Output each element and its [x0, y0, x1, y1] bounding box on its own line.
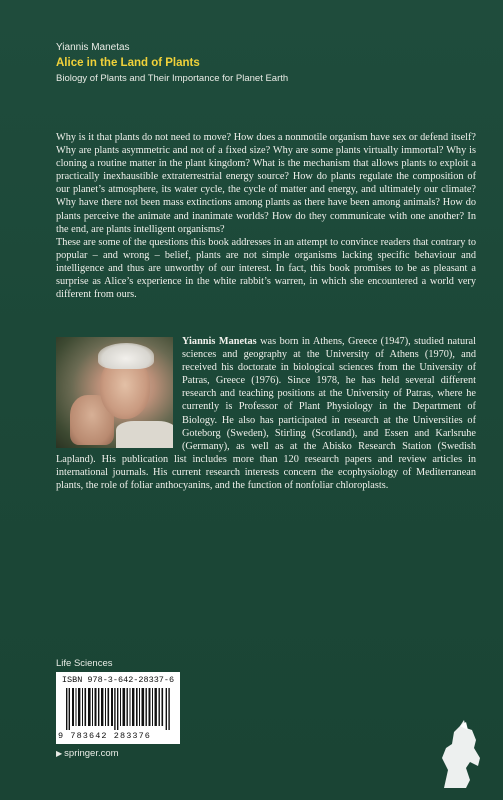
springer-horse-icon: [430, 718, 490, 790]
barcode-bars: [66, 688, 170, 730]
author-photo-shirt: [116, 421, 173, 448]
author-name: Yiannis Manetas: [56, 42, 130, 53]
book-subtitle: Biology of Plants and Their Importance for Planet Earth: [56, 73, 289, 84]
bio-author-name: Yiannis Manetas: [182, 336, 257, 347]
isbn-barcode: [56, 672, 180, 744]
author-bio: [56, 335, 476, 492]
barcode-digits: 9 783642 283376: [58, 731, 152, 741]
isbn-number: ISBN 978-3-642-28337-6: [61, 675, 175, 685]
subject-category: Life Sciences: [56, 658, 113, 669]
blurb-paragraph-2: These are some of the questions this book addresses in an attempt to convince readers that contrary to popular – and wrong – belief, plants are not simple organisms lacking specific behaviour and intelligence and thus are unworthy of our interest. In fact, this book promises to be as pleasant a surprise as Alice’s experience in the white rabbit’s warren, in which she encountered a world very different from ours.: [56, 236, 476, 301]
book-title: Alice in the Land of Plants: [56, 57, 200, 69]
publisher-url[interactable]: [56, 748, 119, 759]
author-photo-hair: [98, 343, 154, 369]
bio-text: was born in Athens, Greece (1947), studied natural sciences and geography at the University of Athens (1970), and received his doctorate in biological sciences from the University of Patras, Greece (1976). Since 1978, he has held several different research and teaching positions at the University of Patras, where he currently is Professor of Plant Physiology in the Department of Biology. He also has participated in research at the Universities of Goteborg (Sweden), Stirling (Scotland), and Essen and Karlsruhe (Germany), as well as at the Abisko Research Station (Swedish Lapland). His publication list includes more than 120 research papers and review articles in international journals. His current research interests concern the ecophysiology of Mediterranean plants, the role of foliar anthocyanins, and the function of nonfoliar chloroplasts.: [56, 336, 476, 492]
publisher-url-text: springer.com: [64, 748, 119, 759]
author-photo: [56, 337, 173, 448]
book-blurb: [56, 131, 476, 301]
triangle-right-icon: ▶: [56, 749, 63, 758]
cover-header: [56, 42, 476, 84]
blurb-paragraph-1: Why is it that plants do not need to move? How does a nonmotile organism have sex or defend itself? Why are plants asymmetric and not of a fixed size? Why are some plants virtually immortal? Why is cloning a routine matter in the plant kingdom? What is the mechanism that allows plants to exploit a practically inexhaustible extraterrestrial energy source? How do plants regulate the composition of our planet’s atmosphere, its water cycle, the cycle of matter and energy, and ultimately our climate? Why have there not been mass extinctions among plants as there have been among animals? How do plants perceive the animate and inanimate worlds? How do they communicate with one another? In the end, are plants intelligent organisms?: [56, 132, 476, 235]
